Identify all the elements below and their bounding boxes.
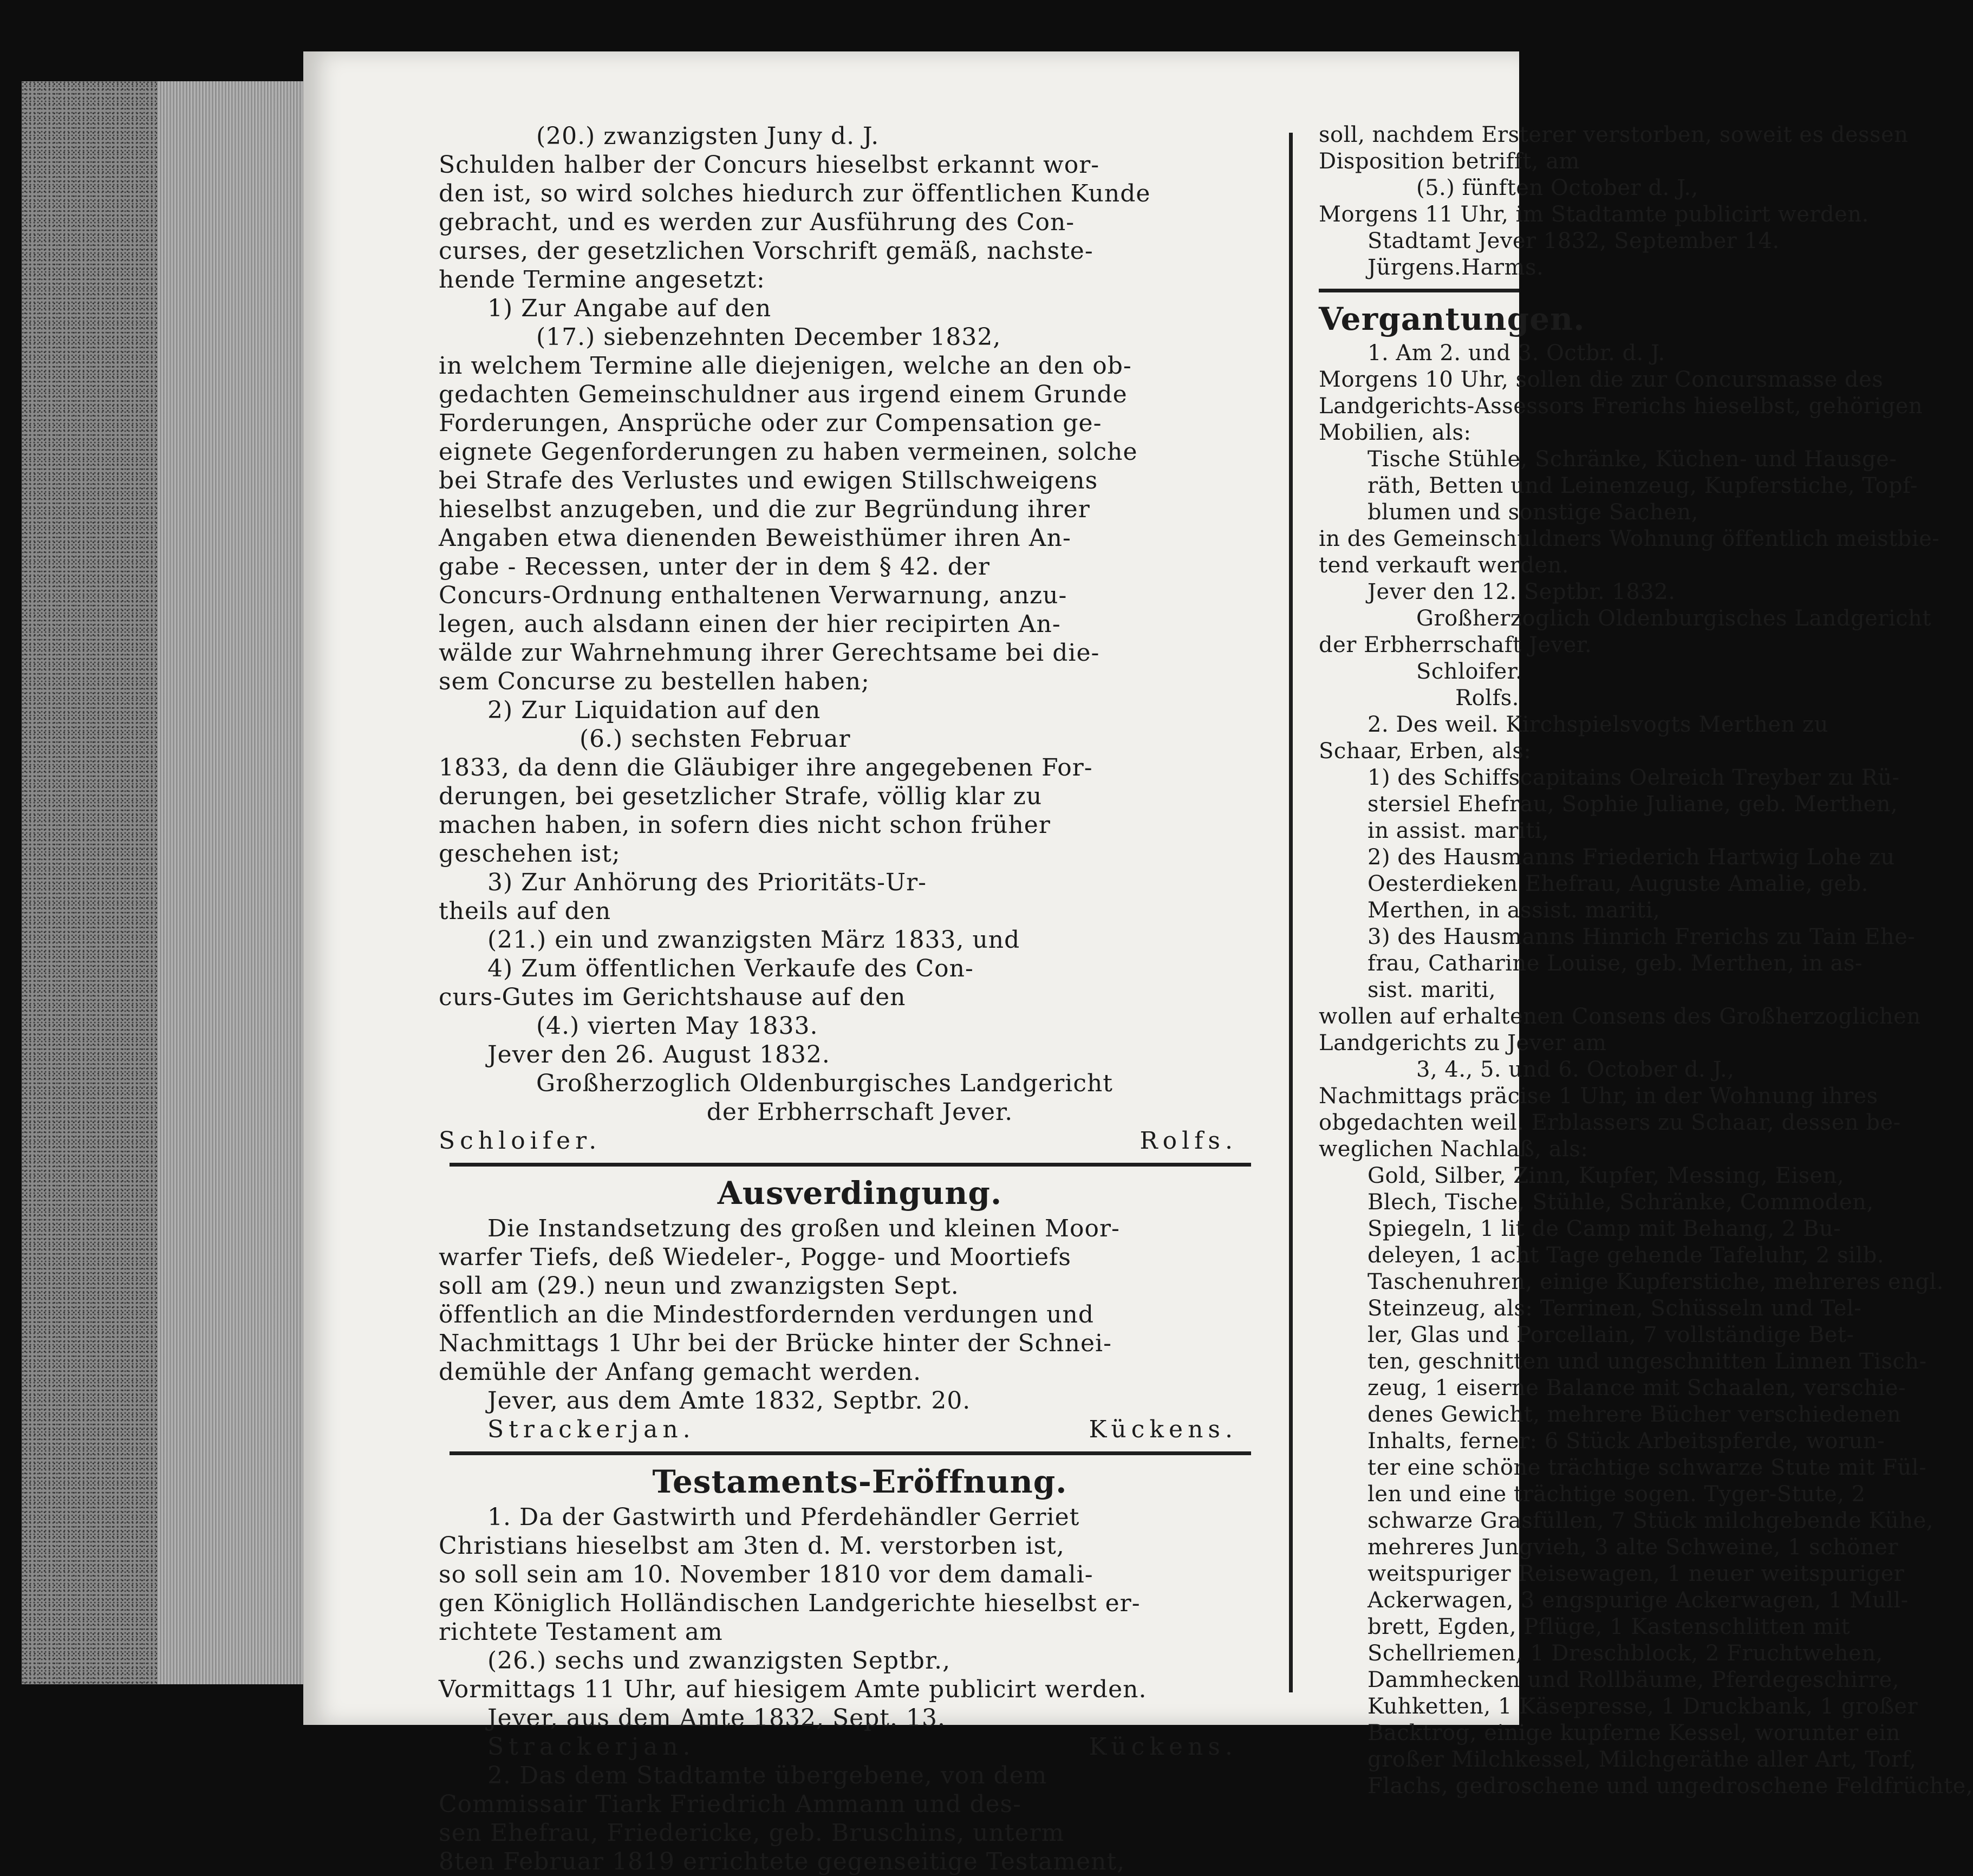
text-line: Großherzoglich Oldenburgisches Landgericht	[1416, 606, 1931, 631]
text-line: Taschenuhren, einige Kupferstiche, mehreres engl.	[1368, 1269, 1944, 1294]
signature-right: Rolfs.	[1139, 1127, 1238, 1155]
text-line: Christians hieselbst am 3ten d. M. verstorben ist,	[439, 1532, 1065, 1560]
text-line: mehreres Jungvieh, 3 alte Schweine, 1 schöner	[1368, 1535, 1898, 1560]
text-line: Rolfs.	[1455, 686, 1519, 711]
text-line: Schaar, Erben, als:	[1319, 739, 1532, 764]
text-line: Jever, aus dem Amte 1832, Septbr. 20.	[487, 1387, 971, 1415]
text-line: Schellriemen, 1 Dreschblock, 2 Fruchtwehen,	[1368, 1641, 1883, 1666]
signature-line	[1319, 255, 1544, 281]
text-line: Commissair Tiark Friedrich Ammann und des-	[439, 1790, 1021, 1818]
text-line: obgedachten weil. Erblassers zu Schaar, dessen be-	[1319, 1110, 1901, 1135]
text-line: Morgens 10 Uhr, sollen die zur Concursmasse des	[1319, 367, 1884, 392]
signature-line	[439, 1415, 1281, 1444]
text-line: ter eine schöne trächtige schwarze Stute mit Fül-	[1368, 1455, 1927, 1480]
text-line: hende Termine angesetzt:	[439, 266, 765, 294]
text-line: sist. mariti,	[1368, 978, 1496, 1002]
text-line: gabe - Recessen, unter der in dem § 42. der	[439, 553, 990, 581]
text-line: Blech, Tische, Stühle, Schränke, Commoden,	[1368, 1190, 1874, 1215]
text-line: Concurs-Ordnung enthaltenen Verwarnung, anzu-	[439, 582, 1067, 609]
text-line: (4.) vierten May 1833.	[536, 1012, 818, 1040]
text-line: stersiel Ehefrau, Sophie Juliane, geb. Merthen,	[1368, 792, 1898, 817]
text-line: schwarze Grasfüllen, 7 Stück milchgebende Kühe,	[1368, 1508, 1933, 1533]
text-line: in welchem Termine alle diejenigen, welche an den ob-	[439, 352, 1132, 380]
signature-left: Jürgens.	[1368, 255, 1462, 280]
text-line: 1. Am 2. und 3. Octbr. d. J.	[1368, 341, 1665, 366]
text-line: so soll sein am 10. November 1810 vor dem damali-	[439, 1561, 1093, 1588]
text-line: 1. Da der Gastwirth und Pferdehändler Gerriet	[487, 1503, 1080, 1531]
text-line: Morgens 11 Uhr, im Stadtamte publicirt werden.	[1319, 202, 1869, 227]
section-rule	[450, 1163, 1251, 1167]
text-line: curs-Gutes im Gerichtshause auf den	[439, 983, 906, 1011]
text-line: sem Concurse zu bestellen haben;	[439, 668, 870, 695]
text-line: in assist. mariti,	[1368, 818, 1549, 843]
text-line: denes Gewicht, mehrere Bücher verschiedenen	[1368, 1402, 1902, 1427]
text-line: Großherzoglich Oldenburgisches Landgericht	[536, 1070, 1113, 1097]
text-line: Dammhecken und Rollbäume, Pferdegeschirre,	[1368, 1667, 1900, 1692]
text-line: Ackerwagen, 3 engspurige Ackerwagen, 1 Mull-	[1368, 1588, 1909, 1613]
text-line: brett, Egden, Pflüge, 1 Kastenschlitten mit	[1368, 1614, 1851, 1639]
text-line: Merthen, in assist. mariti,	[1368, 898, 1661, 923]
text-line: bei Strafe des Verlustes und ewigen Stillschweigens	[439, 467, 1098, 494]
text-line: sen Ehefrau, Friedericke, geb. Bruschins, unterm	[439, 1819, 1065, 1847]
text-line: 1) Zur Angabe auf den	[487, 295, 772, 322]
text-line: Jever den 12. Septbr. 1832.	[1368, 579, 1676, 604]
text-line: Stadtamt Jever 1832, September 14.	[1368, 229, 1780, 253]
text-line: soll am (29.) neun und zwanzigsten Sept.	[439, 1272, 959, 1300]
text-line: curses, der gesetzlichen Vorschrift gemäß, nachste-	[439, 237, 1093, 265]
text-line: zeug, 1 eiserne Balance mit Schaalen, verschie-	[1368, 1376, 1906, 1401]
text-line: Oesterdieken Ehefrau, Auguste Amalie, geb.	[1368, 871, 1868, 896]
signature-line	[439, 1732, 1281, 1761]
signature-line	[439, 1126, 1281, 1155]
text-line: (17.) siebenzehnten December 1832,	[536, 323, 1001, 351]
text-line: legen, auch alsdann einen der hier recipirten An-	[439, 610, 1061, 638]
text-line: Gold, Silber, Zinn, Kupfer, Messing, Eisen,	[1368, 1163, 1845, 1188]
text-line: Nachmittags 1 Uhr bei der Brücke hinter der Schnei-	[439, 1330, 1112, 1357]
text-line: Backtrog, einige kupferne Kessel, worunter ein	[1368, 1721, 1900, 1745]
text-line: Vormittags 11 Uhr, auf hiesigem Amte publicirt werden.	[439, 1676, 1147, 1703]
text-line: gebracht, und es werden zur Ausführung des Con-	[439, 209, 1075, 236]
text-line: demühle der Anfang gemacht werden.	[439, 1358, 922, 1386]
text-line: (21.) ein und zwanzigsten März 1833, und	[487, 926, 1020, 954]
text-line: eignete Gegenforderungen zu haben vermeinen, solche	[439, 438, 1138, 466]
text-line: soll, nachdem Ersterer verstorben, soweit es dessen	[1319, 122, 1909, 147]
text-line: 2. Das dem Stadtamte übergebene, von dem	[487, 1762, 1047, 1789]
text-line: 2. Des weil. Kirchspielsvogts Merthen zu	[1368, 712, 1828, 737]
text-line: Forderungen, Ansprüche oder zur Compensation ge-	[439, 409, 1102, 437]
text-line: warfer Tiefs, deß Wiedeler-, Pogge- und Moortiefs	[439, 1243, 1071, 1271]
text-line: derungen, bei gesetzlicher Strafe, völlig klar zu	[439, 783, 1043, 810]
text-line: Jever den 26. August 1832.	[487, 1041, 830, 1069]
section-heading: Ausverdingung.	[717, 1175, 1002, 1211]
text-line: Disposition betrifft, am	[1319, 149, 1580, 174]
text-line: ler, Glas und Porcellain, 7 vollständige Bet-	[1368, 1323, 1854, 1347]
text-line: richtete Testament am	[439, 1618, 723, 1646]
text-line: 3) Zur Anhörung des Prioritäts-Ur-	[487, 869, 927, 896]
text-line: Flachs, gedroschene und ungedroschene Feldfrüchte,	[1368, 1774, 1973, 1799]
text-line: machen haben, in sofern dies nicht schon früher	[439, 811, 1051, 839]
text-line: tend verkauft werden.	[1319, 553, 1569, 578]
text-line: 3) des Hausmanns Hinrich Frerichs zu Tain Ehe-	[1368, 924, 1916, 949]
text-line: Steinzeug, als: Terrinen, Schüsseln und Tel-	[1368, 1296, 1862, 1321]
text-line: 2) Zur Liquidation auf den	[487, 696, 821, 724]
text-line: (5.) fünften October d. J.,	[1416, 175, 1698, 200]
text-line: len und eine trächtige sogen. Tyger-Stute, 2	[1368, 1482, 1866, 1507]
signature-right: Kückens.	[1089, 1733, 1238, 1761]
text-line: großer Milchkessel, Milchgeräthe aller Art, Torf,	[1368, 1747, 1917, 1772]
text-line: öffentlich an die Mindestfordernden verdungen und	[439, 1301, 1095, 1328]
text-line: gedachten Gemeinschuldner aus irgend einem Grunde	[439, 381, 1128, 408]
text-line: Schulden halber der Concurs hieselbst erkannt wor-	[439, 151, 1100, 179]
text-line: 3, 4., 5. und 6. October d. J.,	[1416, 1057, 1735, 1082]
text-line: deleyen, 1 acht Tage gehende Tafeluhr, 2 silb.	[1368, 1243, 1885, 1268]
text-line: geschehen ist;	[439, 840, 621, 868]
text-line: frau, Catharine Louise, geb. Merthen, in as-	[1368, 951, 1863, 976]
signature-right: Harms.	[1461, 255, 1544, 280]
text-line: ten, geschnitten und ungeschnitten Linnen Tisch-	[1368, 1349, 1927, 1374]
text-line: 8ten Februar 1819 errichtete gegenseitige Testament,	[439, 1848, 1125, 1875]
text-line: (26.) sechs und zwanzigsten Septbr.,	[487, 1647, 951, 1675]
text-line: der Erbherrschaft Jever.	[1319, 633, 1592, 657]
text-line: weitspuriger Reisewagen, 1 neuer weitspuriger	[1368, 1561, 1905, 1586]
section-rule	[450, 1451, 1251, 1455]
text-line: Landgerichts zu Jever am	[1319, 1031, 1607, 1056]
text-line: den ist, so wird solches hiedurch zur öffentlichen Kunde	[439, 180, 1151, 207]
text-line: Kuhketten, 1 Käsepresse, 1 Druckbank, 1 großer	[1368, 1694, 1918, 1719]
signature-left: Strackerjan.	[487, 1733, 695, 1761]
text-line: 2) des Hausmanns Friederich Hartwig Lohe zu	[1368, 845, 1895, 870]
text-line: 4) Zum öffentlichen Verkaufe des Con-	[487, 955, 974, 982]
text-line: Jever, aus dem Amte 1832, Sept. 13.	[487, 1704, 946, 1732]
text-line: wollen auf erhaltenen Consens des Großherzoglichen	[1319, 1004, 1921, 1029]
left-column	[439, 122, 1281, 1875]
text-line: Nachmittags präcise 1 Uhr, in der Wohnung ihres	[1319, 1084, 1878, 1109]
text-line: 1) des Schiffscapitains Oelreich Treyber zu Rü-	[1368, 765, 1900, 790]
section-heading: Testaments-Eröffnung.	[652, 1463, 1067, 1500]
text-line: Spiegeln, 1 lit de Camp mit Behang, 2 Bu-	[1368, 1216, 1841, 1241]
text-line: weglichen Nachlaß, als:	[1319, 1137, 1588, 1162]
text-line: Tische Stühle, Schränke, Küchen- und Hausge-	[1368, 447, 1897, 472]
text-line: räth, Betten und Leinenzeug, Kupferstiche, Topf-	[1368, 473, 1918, 498]
book-page	[303, 51, 1973, 1875]
text-line: hieselbst anzugeben, und die zur Begründung ihrer	[439, 496, 1090, 523]
text-line: Die Instandsetzung des großen und kleinen Moor-	[487, 1215, 1120, 1242]
right-column	[1319, 122, 1973, 1799]
text-line: Angaben etwa dienenden Beweisthümer ihren An-	[439, 524, 1071, 552]
text-line: (6.) sechsten Februar	[579, 725, 851, 753]
text-line: Mobilien, als:	[1319, 420, 1471, 445]
book-cover-edge	[22, 81, 157, 1684]
text-line: blumen und sonstige Sachen,	[1368, 500, 1698, 525]
column-divider	[1289, 133, 1293, 1692]
text-line: der Erbherrschaft Jever.	[706, 1098, 1013, 1126]
signature-right: Kückens.	[1089, 1416, 1238, 1443]
text-line: 1833, da denn die Gläubiger ihre angegebenen For-	[439, 754, 1093, 781]
text-line: theils auf den	[439, 897, 611, 925]
signature-left: Schloifer.	[439, 1127, 602, 1155]
section-rule	[1319, 289, 1519, 292]
text-line: gen Königlich Holländischen Landgerichte hieselbst er-	[439, 1590, 1141, 1617]
text-line: Schloifer.	[1416, 659, 1523, 684]
signature-left: Strackerjan.	[487, 1416, 695, 1443]
text-line: wälde zur Wahrnehmung ihrer Gerechtsame bei die-	[439, 639, 1100, 667]
text-line: in des Gemeinschuldners Wohnung öffentlich meistbie-	[1319, 526, 1940, 551]
text-line: Inhalts, ferner: 6 Stück Arbeitspferde, worun-	[1368, 1429, 1885, 1454]
text-line: (20.) zwanzigsten Juny d. J.	[536, 122, 880, 150]
text-line: Landgerichts-Assessors Frerichs hieselbst, gehörigen	[1319, 394, 1923, 419]
section-heading: Vergantungen.	[1319, 301, 1585, 337]
